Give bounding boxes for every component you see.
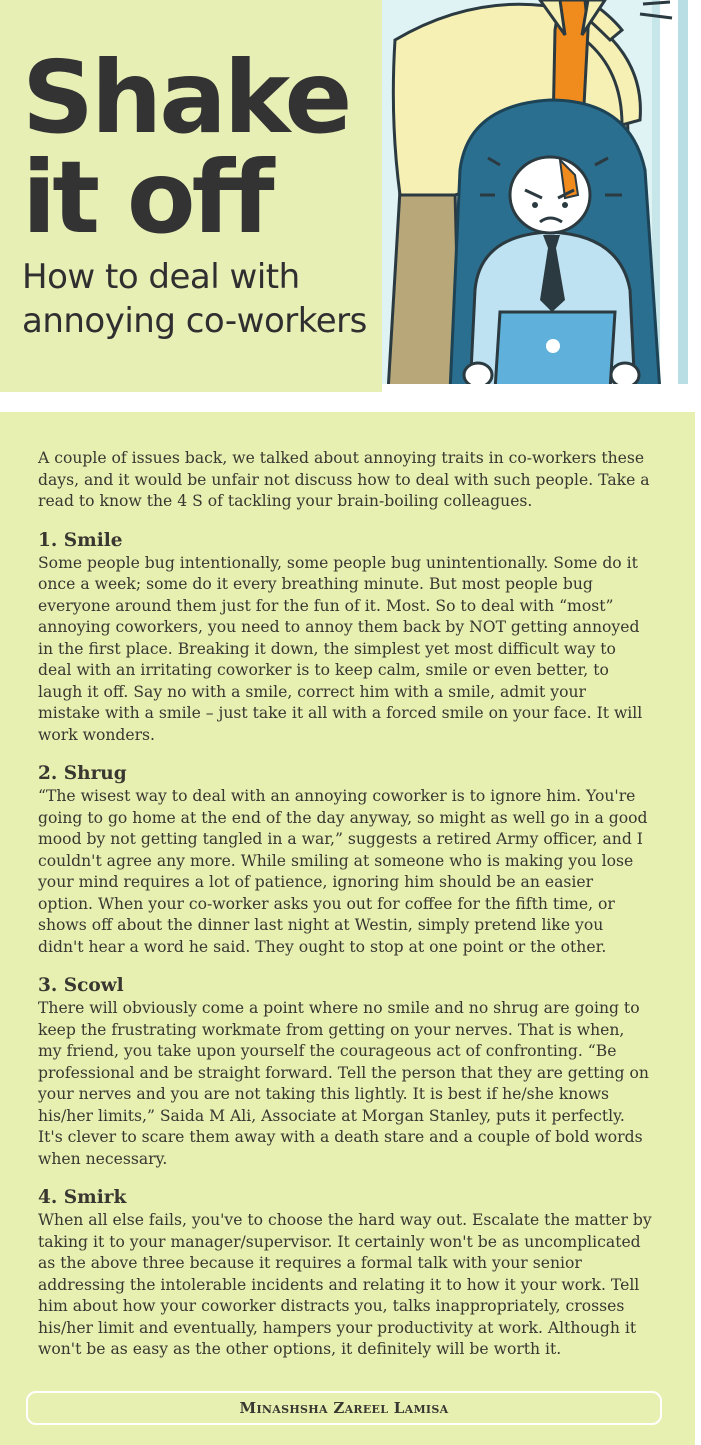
- author-byline: Minashsha Zareel Lamisa: [239, 1399, 449, 1417]
- section-scowl: [38, 974, 652, 1170]
- section-smirk: [38, 1186, 652, 1361]
- window-frame-right: [678, 0, 688, 392]
- window-pane-light: [660, 0, 695, 392]
- section-title: 2. Shrug: [38, 763, 127, 784]
- subheadline-line-2: annoying co-workers: [22, 301, 367, 341]
- desk: [382, 384, 695, 392]
- section-title: 1. Smile: [38, 529, 123, 551]
- section-title: 4. Smirk: [38, 1187, 127, 1208]
- section-body: “The wisest way to deal with an annoying coworker is to ignore him. You're going to go home at the end of the day anyway, so might as well go in a good mood by not getting tangled in a war,” suggests a retired Army officer, and I couldn't agree any more. While smiling at someone who is making you lose your mind requires a lot of patience, ignoring him should be an easier option. When your co-worker asks you out for coffee for the fifth time, or shows off about the dinner last night at Westin, simply pretend like you didn't hear a word he said. They ought to stop at one point or the other.: [38, 787, 648, 956]
- article-header: [0, 0, 695, 392]
- headline-line-2: it off: [22, 139, 271, 256]
- header-divider: [0, 392, 695, 412]
- section-shrug: [38, 762, 652, 958]
- section-title: 3. Scowl: [38, 975, 124, 996]
- section-body: Some people bug intentionally, some people bug unintentionally. Some do it once a week; some do it every breathing minute. But most people bug everyone around them just for the fun of it. Most. So to deal with “most” annoying coworkers, you need to annoy them back by NOT getting annoyed in the first place. Breaking it down, the simplest yet most difficult way to deal with an irritating coworker is to keep calm, smile or even better, to laugh it off. Say no with a smile, correct him with a smile, admit your mistake with a smile – just take it all with a forced smile on your face. It will work wonders.: [38, 553, 643, 744]
- article-intro: A couple of issues back, we talked about annoying traits in co-workers these days, and it would be unfair not discuss how to deal with such people. Take a read to know the 4 S of tackling your brain-boiling colleagues.: [38, 449, 650, 510]
- standing-person-pants: [388, 190, 460, 392]
- byline-box: [26, 1391, 662, 1425]
- article-body: [38, 448, 652, 1377]
- section-body: When all else fails, you've to choose the hard way out. Escalate the matter by taking it to your manager/supervisor. It certainly won't be as uncomplicated as the above three because it requires a formal talk with your senior addressing the intolerable incidents and relating it to how it your work. Tell him about how your coworker distracts you, talks inappropriately, crosses his/her limit and eventually, hampers your productivity at work. Although it won't be as easy as the other options, it definitely will be worth it.: [38, 1211, 652, 1358]
- headline-line-1: Shake: [22, 39, 350, 156]
- section-smile: [38, 529, 652, 747]
- subheadline-line-1: How to deal with: [22, 257, 300, 297]
- annoyed-coworker-illustration: [360, 0, 695, 392]
- section-body: There will obviously come a point where no smile and no shrug are going to keep the frustrating workmate from getting on your nerves. That is when, my friend, you take upon yourself the courageous act of confronting. “Be professional and be straight forward. Tell the person that they are getting on your nerves and you are not taking this lightly. It is best if he/she knows his/her limits,” Saida M Ali, Associate at Morgan Stanley, puts it perfectly. It's clever to scare them away with a death stare and a couple of bold words when necessary.: [38, 999, 649, 1168]
